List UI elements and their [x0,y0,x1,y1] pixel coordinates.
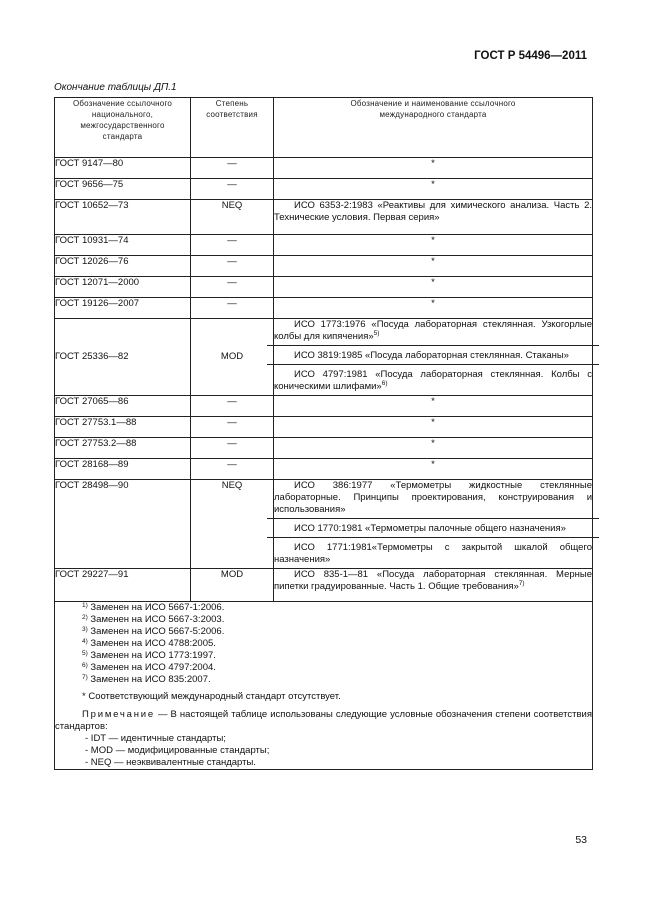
table-row [55,277,593,298]
table-row [55,235,593,256]
list-item: - IDT — идентичные стандарты; [85,733,226,744]
table-row [55,179,593,200]
references-table [54,97,593,770]
list-item: - MOD — модифицированные стандарты; [85,745,270,756]
row-code: ГОСТ 28498—90 [55,480,191,569]
row-degree: — [191,396,274,417]
row-degree: NEQ [191,200,274,235]
intl-standard-text: ИСО 835-1—81 «Посуда лабораторная стеклянная. Мерные пипетки градуированные. Часть 1. Общие требования» [274,569,592,592]
row-intl: * [274,396,593,417]
footnote [55,662,592,674]
footnote-text: Заменен на ИСО 5667-5:2006. [90,626,225,637]
row-degree: — [191,158,274,179]
footnote-text: Заменен на ИСО 4788:2005. [90,638,216,649]
intl-standard-entry [267,319,599,345]
intl-standard-text: ИСО 1773:1976 «Посуда лабораторная стеклянная. Узкогорлые колбы для кипячения» [274,319,592,342]
row-code: ГОСТ 10931—74 [55,235,191,256]
footnote-ref: 7) [518,580,525,587]
table-header-row [55,98,593,158]
note-text: — В настоящей таблице использованы следующие условные обозначения степени соответствия стандартов: [55,709,592,732]
list-item: - NEQ — неэквивалентные стандарты. [85,757,256,768]
row-degree: — [191,298,274,319]
footnote-text: Заменен на ИСО 835:2007. [90,674,211,685]
note-paragraph [55,709,592,733]
intl-standard-text: ИСО 4797:1981 «Посуда лабораторная стеклянная. Колбы с коническими шлифами» [274,369,592,392]
intl-standard-entry [267,518,599,537]
row-intl: * [274,438,593,459]
footnote-mark: 2) [82,614,88,621]
footnote-text: Заменен на ИСО 1773:1997. [90,650,216,661]
footnote-mark: 3) [82,626,88,633]
intl-standard-entry [267,480,599,518]
table-row [55,298,593,319]
footnote [55,638,592,650]
note-label: Примечание [82,709,155,720]
row-code: ГОСТ 12071—2000 [55,277,191,298]
row-code: ГОСТ 29227—91 [55,569,191,602]
intl-standard-text: ИСО 1770:1981 «Термометры палочные общего назначения» [294,523,566,534]
table-row [55,158,593,179]
intl-standard-text: ИСО 1771:1981«Термометры с закрытой шкалой общего назначения» [274,542,592,565]
footnote-mark: 4) [82,638,88,645]
row-intl: * [274,277,593,298]
intl-standard-text: ИСО 386:1977 «Термометры жидкостные стеклянные лабораторные. Принципы проектирования, конструирования и использования» [274,480,592,515]
row-code: ГОСТ 27753.1—88 [55,417,191,438]
column-header-national: Обозначение ссылочного национального, межгосударственного стандарта [55,98,191,158]
row-intl [274,319,593,396]
document-designation: ГОСТ Р 54496—2011 [474,50,587,62]
row-intl [274,569,593,602]
row-code: ГОСТ 10652—73 [55,200,191,235]
table-row [55,200,593,235]
row-degree: — [191,235,274,256]
row-degree: — [191,179,274,200]
intl-standard-entry [267,364,599,395]
row-degree: — [191,438,274,459]
footnote [55,674,592,686]
row-code: ГОСТ 9147—80 [55,158,191,179]
row-intl: * [274,158,593,179]
footnote-mark: 6) [82,662,88,669]
intl-standard-text: ИСО 6353-2:1983 «Реактивы для химического анализа. Часть 2. Технические условия. Первая серия» [274,200,592,223]
table-row [55,319,593,396]
footnote-ref: 6) [381,380,388,387]
footnote-mark: 1) [82,602,88,609]
table-caption: Окончание таблицы ДП.1 [54,82,177,93]
footnote [55,614,592,626]
row-code: ГОСТ 28168—89 [55,459,191,480]
table-row [55,459,593,480]
footnote-text: Заменен на ИСО 5667-3:2003. [90,614,225,625]
column-header-international: Обозначение и наименование ссылочного международного стандарта [274,98,593,158]
row-intl [274,480,593,569]
footnote-ref: 5) [373,330,380,337]
table-row [55,396,593,417]
table-row [55,256,593,277]
row-degree: MOD [191,319,274,396]
row-degree: MOD [191,569,274,602]
star-note: * Соответствующий международный стандарт отсутствует. [82,691,341,702]
footnote-mark: 7) [82,674,88,681]
row-code: ГОСТ 27065—86 [55,396,191,417]
page-number: 53 [575,834,587,846]
row-code: ГОСТ 19126—2007 [55,298,191,319]
row-code: ГОСТ 9656—75 [55,179,191,200]
row-code: ГОСТ 27753.2—88 [55,438,191,459]
row-code: ГОСТ 12026—76 [55,256,191,277]
intl-standard-entry [267,537,599,568]
notes-row [55,602,593,770]
notes-cell [55,602,593,770]
table-row [55,438,593,459]
row-intl: * [274,179,593,200]
row-code: ГОСТ 25336—82 [55,319,191,396]
intl-standard-text: ИСО 3819:1985 «Посуда лабораторная стеклянная. Стаканы» [294,350,569,361]
row-degree: — [191,277,274,298]
footnote-text: Заменен на ИСО 5667-1:2006. [90,602,225,613]
row-degree: NEQ [191,480,274,569]
row-intl: * [274,235,593,256]
row-intl: * [274,417,593,438]
column-header-degree: Степень соответствия [191,98,274,158]
footnote [55,650,592,662]
footnote [55,626,592,638]
row-intl: * [274,459,593,480]
footnote [55,602,592,614]
table-row [55,480,593,569]
footnote-mark: 5) [82,650,88,657]
intl-standard-entry [274,569,592,593]
table-row [55,569,593,602]
row-degree: — [191,256,274,277]
row-intl: * [274,256,593,277]
table-row [55,417,593,438]
footnote-text: Заменен на ИСО 4797:2004. [90,662,216,673]
row-intl [274,200,593,235]
row-intl: * [274,298,593,319]
row-degree: — [191,459,274,480]
row-degree: — [191,417,274,438]
intl-standard-entry [267,345,599,364]
